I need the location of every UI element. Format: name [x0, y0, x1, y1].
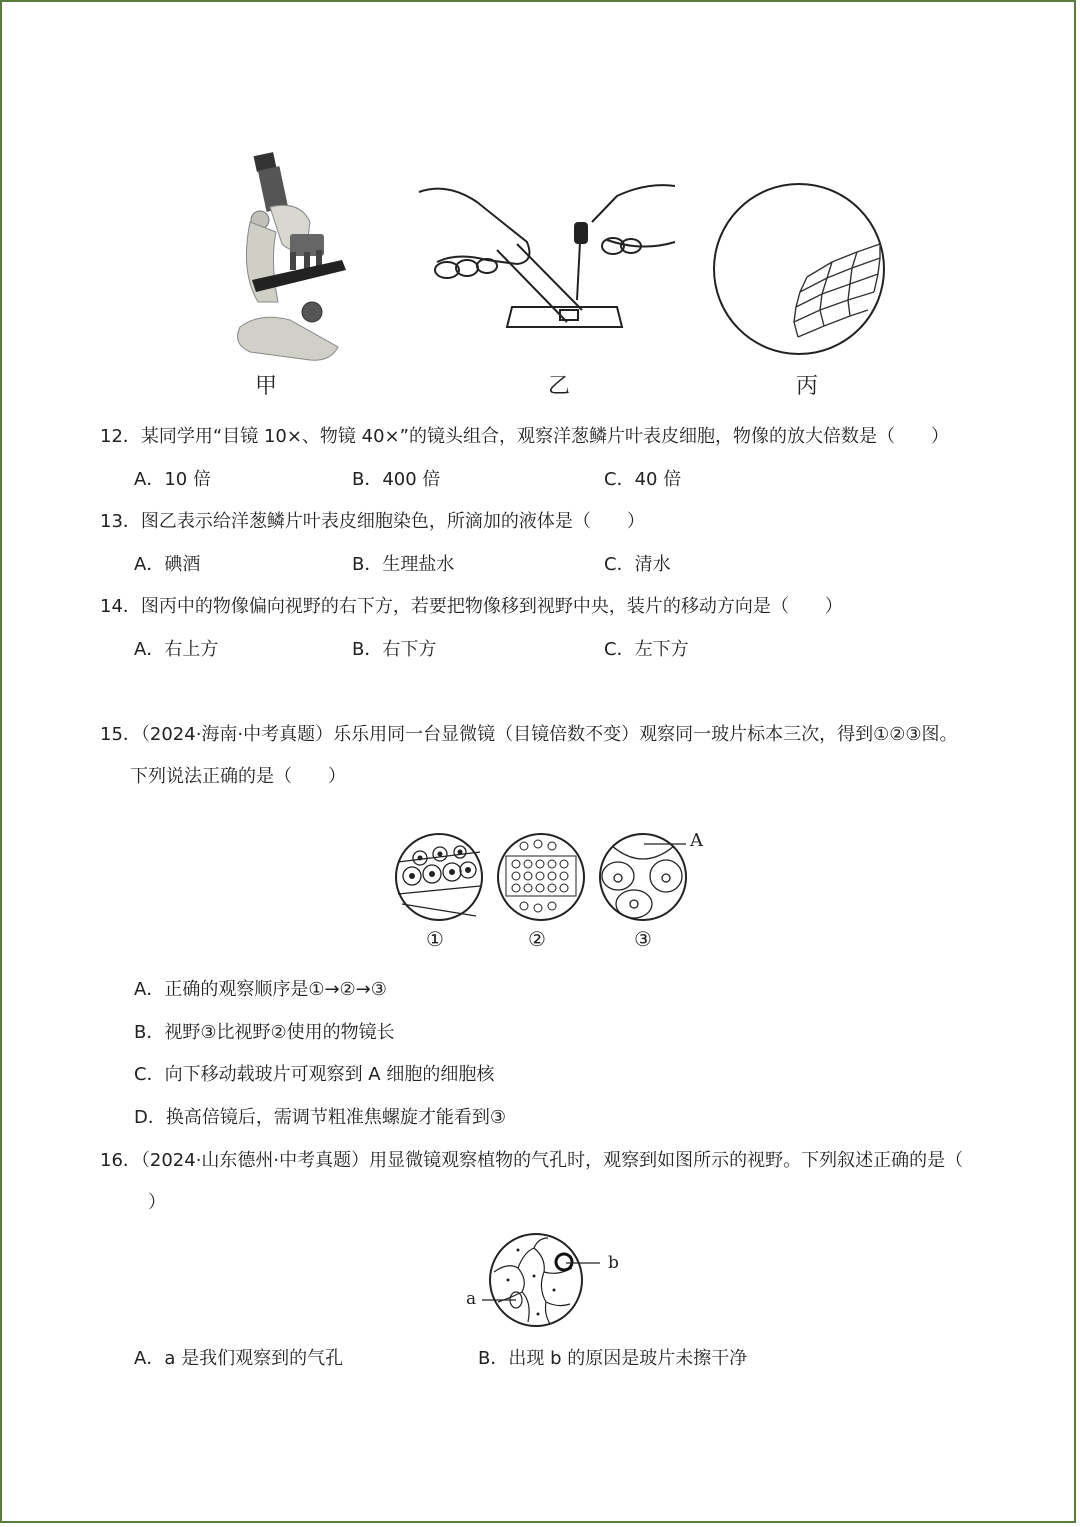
q15-figure-label-1: ① [426, 927, 444, 951]
q15-marker-a: A [690, 830, 703, 851]
staining-figure [417, 182, 677, 332]
q15-view-1 [394, 832, 484, 922]
question-14-option-a[interactable]: A．右上方 [134, 639, 219, 660]
q15-view-2 [496, 832, 586, 922]
question-13-option-a[interactable]: A．碘酒 [134, 554, 201, 575]
question-15-option-c[interactable]: C．向下移动载玻片可观察到 A 细胞的细胞核 [134, 1064, 495, 1085]
q15-figure-label-2: ② [528, 927, 546, 951]
question-12-option-b[interactable]: B．400 倍 [352, 469, 441, 490]
question-14-option-b[interactable]: B．右下方 [352, 639, 437, 660]
question-13-option-b[interactable]: B．生理盐水 [352, 554, 455, 575]
question-14-option-c[interactable]: C．左下方 [604, 639, 689, 660]
question-13-option-c[interactable]: C．清水 [604, 554, 671, 575]
figure-label-yi: 乙 [548, 374, 571, 399]
question-15-option-b[interactable]: B．视野③比视野②使用的物镜长 [134, 1022, 395, 1043]
stomata-marker-b: b [608, 1253, 619, 1273]
question-16-stem-line1: 16．（2024·山东德州·中考真题）用显微镜观察植物的气孔时，观察到如图所示的视野。下列叙述正确的是（ [100, 1150, 964, 1171]
question-15-option-d[interactable]: D．换高倍镜后，需调节粗准焦螺旋才能看到③ [134, 1107, 506, 1128]
question-16-option-a[interactable]: A．a 是我们观察到的气孔 [134, 1348, 344, 1369]
question-15-stem-line2: 下列说法正确的是（ ） [130, 766, 346, 787]
question-12-option-c[interactable]: C．40 倍 [604, 469, 682, 490]
figure-label-bing: 丙 [796, 374, 819, 399]
question-12-stem: 12．某同学用“目镜 10×、物镜 40×”的镜头组合，观察洋葱鳞片叶表皮细胞，物像的放大倍数是（ ） [100, 426, 949, 447]
stomata-marker-a: a [466, 1289, 477, 1309]
question-16-option-b[interactable]: B．出现 b 的原因是玻片未擦干净 [478, 1348, 748, 1369]
question-14-stem: 14．图丙中的物像偏向视野的右下方，若要把物像移到视野中央，装片的移动方向是（ ） [100, 596, 843, 617]
q15-figure-label-3: ③ [634, 927, 652, 951]
question-12-option-a[interactable]: A．10 倍 [134, 469, 211, 490]
onion-cells-view [712, 182, 886, 356]
question-15-stem-line1: 15．（2024·海南·中考真题）乐乐用同一台显微镜（目镜倍数不变）观察同一玻片标本三次，得到①②③图。 [100, 724, 958, 745]
question-16-stem-line2: ） [148, 1192, 166, 1213]
figure-label-jia: 甲 [255, 374, 278, 399]
question-15-option-a[interactable]: A．正确的观察顺序是①→②→③ [134, 979, 387, 1000]
microscope-figure [230, 152, 350, 367]
stomata-pointer-lines [478, 1254, 608, 1314]
question-13-stem: 13．图乙表示给洋葱鳞片叶表皮细胞染色，所滴加的液体是（ ） [100, 511, 645, 532]
